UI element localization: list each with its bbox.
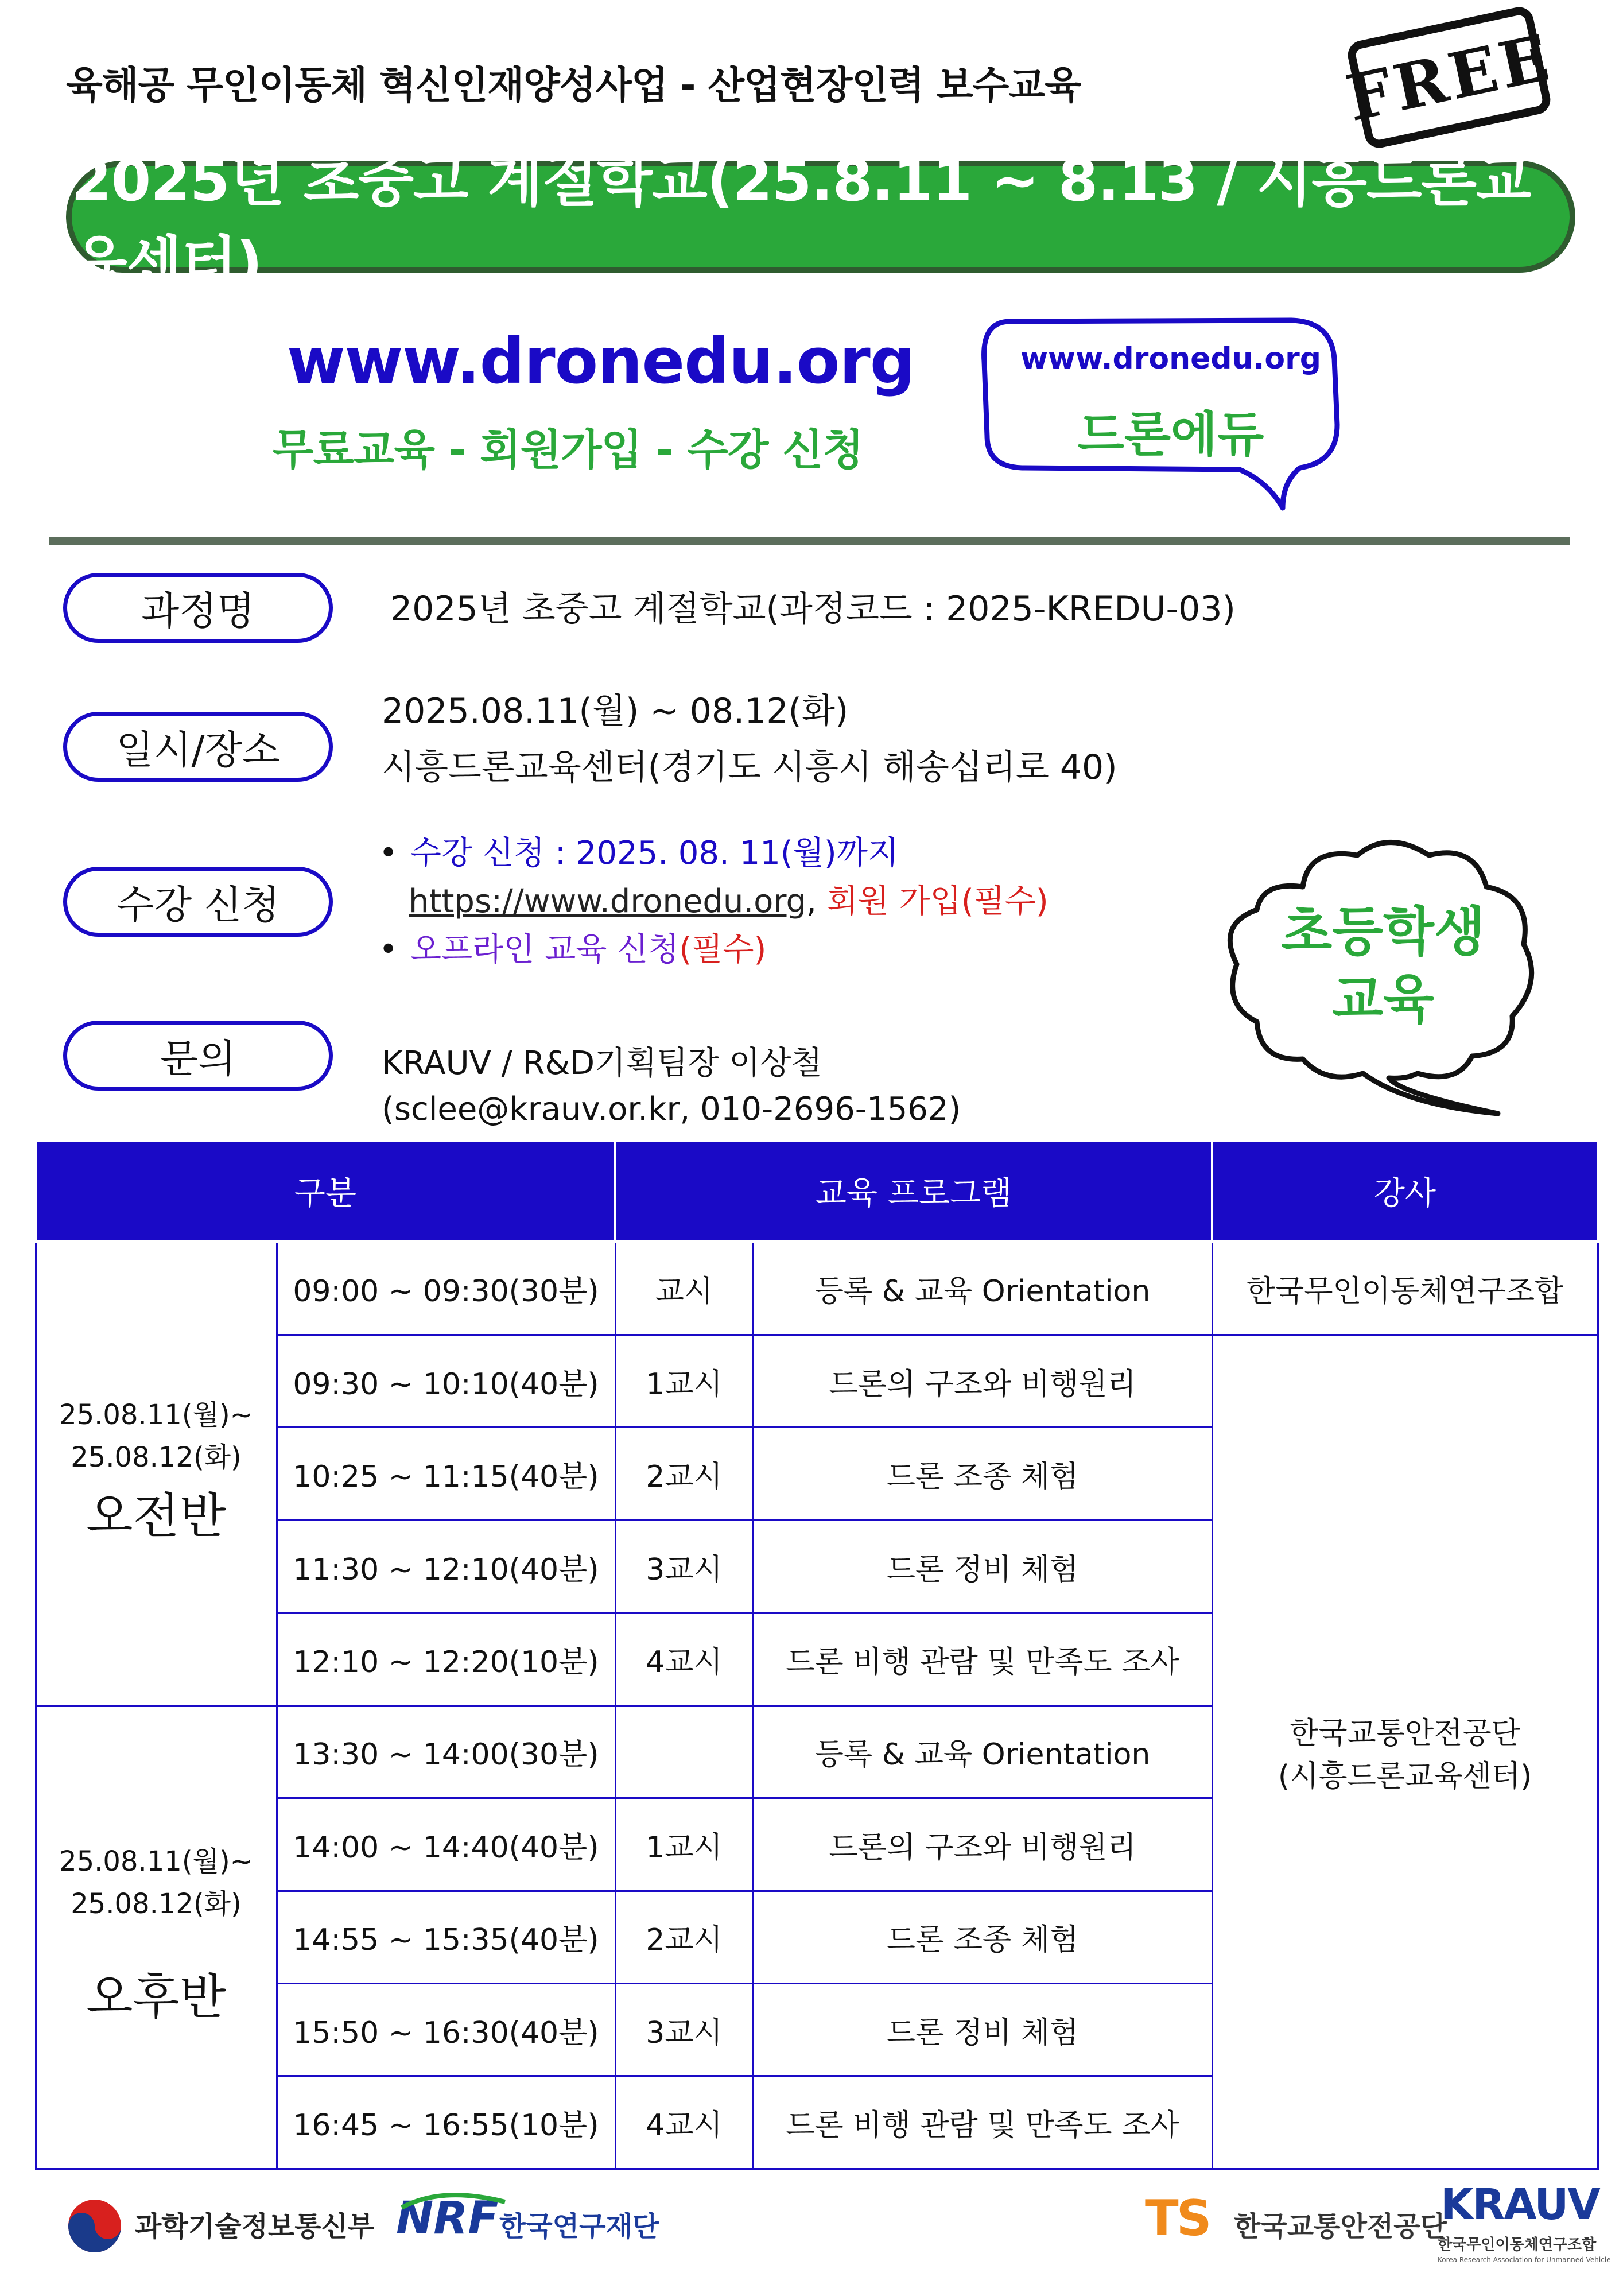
period-cell: 4교시 <box>615 2076 753 2169</box>
section-divider <box>49 537 1570 545</box>
time-cell: 09:00 ~ 09:30(30분) <box>277 1242 615 1335</box>
pm-session-cell <box>36 1705 277 2169</box>
apply-details <box>379 829 1049 974</box>
period-cell: 4교시 <box>615 1613 753 1705</box>
period-cell: 교시 <box>615 1242 753 1335</box>
program-cell: 드론 비행 관람 및 만족도 조사 <box>753 2076 1212 2169</box>
am-session-cell <box>36 1242 277 1705</box>
course-label-text: 과정명 <box>141 588 255 634</box>
bullet-icon: • <box>379 835 398 872</box>
page-header-title: 육해공 무인이동체 혁신인재양성사업 - 산업현장인력 보수교육 <box>66 63 1081 107</box>
krauv-logo-mark: KRAUV <box>1440 2180 1599 2229</box>
date-place-label-text: 일시/장소 <box>116 727 280 773</box>
bullet-icon: • <box>379 931 398 968</box>
am-date-line-2: 25.08.12(화) <box>71 1441 242 1474</box>
course-value: 2025년 초중고 계절학교(과정코드 : 2025-KREDU-03) <box>390 589 1236 629</box>
time-cell: 14:00 ~ 14:40(40분) <box>277 1798 615 1891</box>
time-cell: 16:45 ~ 16:55(10분) <box>277 2076 615 2169</box>
apply-link-line <box>379 878 1049 926</box>
date-value: 2025.08.11(월) ~ 08.12(화) <box>382 691 849 731</box>
period-cell: 2교시 <box>615 1428 753 1520</box>
contact-line-2: (sclee@krauv.or.kr, 010-2696-1562) <box>382 1091 961 1128</box>
time-cell: 15:50 ~ 16:30(40분) <box>277 1984 615 2076</box>
cloud-line-2: 교육 <box>1332 969 1434 1030</box>
program-cell: 드론 정비 체험 <box>753 1984 1212 2076</box>
header-program: 교육 프로그램 <box>615 1141 1212 1242</box>
date-place-label <box>63 712 333 782</box>
time-cell: 14:55 ~ 15:35(40분) <box>277 1891 615 1983</box>
time-cell: 11:30 ~ 12:10(40분) <box>277 1520 615 1612</box>
time-cell: 10:25 ~ 11:15(40분) <box>277 1428 615 1520</box>
comma: , <box>806 883 817 920</box>
pm-date-line-2: 25.08.12(화) <box>71 1887 242 1920</box>
free-stamp: FREE <box>1345 5 1553 150</box>
program-cell: 드론 비행 관람 및 만족도 조사 <box>753 1613 1212 1705</box>
am-session-name: 오전반 <box>86 1488 226 1545</box>
msit-logo-text: 과학기술정보통신부 <box>135 2210 375 2243</box>
msit-logo-icon <box>66 2197 123 2255</box>
program-cell: 등록 & 교육 Orientation <box>753 1705 1212 1798</box>
program-cell: 드론의 구조와 비행원리 <box>753 1335 1212 1427</box>
schedule-table <box>34 1139 1599 2170</box>
apply-bullet-2 <box>379 926 1049 974</box>
offline-required: (필수) <box>679 931 767 968</box>
offline-apply: 오프라인 교육 신청 <box>410 931 680 968</box>
krauv-logo-en: Korea Research Association for Unmanned Vehicle <box>1438 2256 1611 2264</box>
table-row <box>36 1242 1598 1335</box>
site-url[interactable]: www.dronedu.org <box>287 324 915 398</box>
course-label <box>63 573 333 643</box>
time-cell: 13:30 ~ 14:00(30분) <box>277 1705 615 1798</box>
member-required: 회원 가입(필수) <box>826 883 1049 920</box>
period-cell: 2교시 <box>615 1891 753 1983</box>
cloud-line-1: 초등학생 <box>1281 901 1485 963</box>
apply-bullet-1 <box>379 829 1049 878</box>
bubble-site-name: 드론에듀 <box>1077 406 1264 463</box>
nrf-swoosh-icon <box>396 2192 511 2209</box>
apply-deadline: 수강 신청 : 2025. 08. 11(월)까지 <box>410 835 899 872</box>
pm-session-name: 오후반 <box>86 1968 226 2025</box>
time-cell: 12:10 ~ 12:20(10분) <box>277 1613 615 1705</box>
instructor-cell-2 <box>1212 1335 1598 2169</box>
event-banner <box>66 146 1575 297</box>
period-cell: 1교시 <box>615 1798 753 1891</box>
header-instructor: 강사 <box>1212 1141 1598 1242</box>
instructor-2-line-1: 한국교통안전공단 <box>1290 1716 1520 1751</box>
program-cell: 드론 조종 체험 <box>753 1428 1212 1520</box>
ts-logo-mark: TS <box>1145 2190 1210 2247</box>
instructor-cell-1: 한국무인이동체연구조합 <box>1212 1242 1598 1335</box>
contact-label-text: 문의 <box>160 1036 236 1082</box>
apply-link[interactable]: https://www.dronedu.org <box>409 883 807 920</box>
bubble-url[interactable]: www.dronedu.org <box>1020 342 1321 376</box>
cloud-text <box>1234 898 1532 1034</box>
header-category: 구분 <box>36 1141 615 1242</box>
period-cell: 3교시 <box>615 1984 753 2076</box>
program-cell: 드론 정비 체험 <box>753 1520 1212 1612</box>
program-cell: 드론의 구조와 비행원리 <box>753 1798 1212 1891</box>
table-header-row <box>36 1141 1598 1242</box>
apply-label-text: 수강 신청 <box>116 882 280 928</box>
nrf-logo-mark: NRF <box>396 2193 499 2244</box>
program-cell: 등록 & 교육 Orientation <box>753 1242 1212 1335</box>
nrf-logo-text: 한국연구재단 <box>499 2210 659 2243</box>
instructor-2-line-2: (시흥드론교육센터) <box>1278 1759 1532 1794</box>
am-date-line-1: 25.08.11(월)~ <box>59 1399 253 1432</box>
ts-logo-text: 한국교통안전공단 <box>1234 2210 1447 2243</box>
contact-label <box>63 1021 333 1091</box>
event-banner-title: 2025년 초중고 계절학교(25.8.11 ~ 8.13 / 시흥드론교육센터) <box>72 146 1531 297</box>
place-value: 시흥드론교육센터(경기도 시흥시 해송십리로 40) <box>382 747 1117 788</box>
period-cell: 1교시 <box>615 1335 753 1427</box>
registration-steps: 무료교육 - 회원가입 - 수강 신청 <box>273 425 864 475</box>
time-cell: 09:30 ~ 10:10(40분) <box>277 1335 615 1427</box>
apply-label <box>63 867 333 937</box>
program-cell: 드론 조종 체험 <box>753 1891 1212 1983</box>
pm-date-line-1: 25.08.11(월)~ <box>59 1845 253 1878</box>
krauv-logo-text: 한국무인이동체연구조합 <box>1438 2236 1597 2254</box>
contact-line-1: KRAUV / R&D기획팀장 이상철 <box>382 1045 822 1082</box>
period-cell <box>615 1705 753 1798</box>
period-cell: 3교시 <box>615 1520 753 1612</box>
